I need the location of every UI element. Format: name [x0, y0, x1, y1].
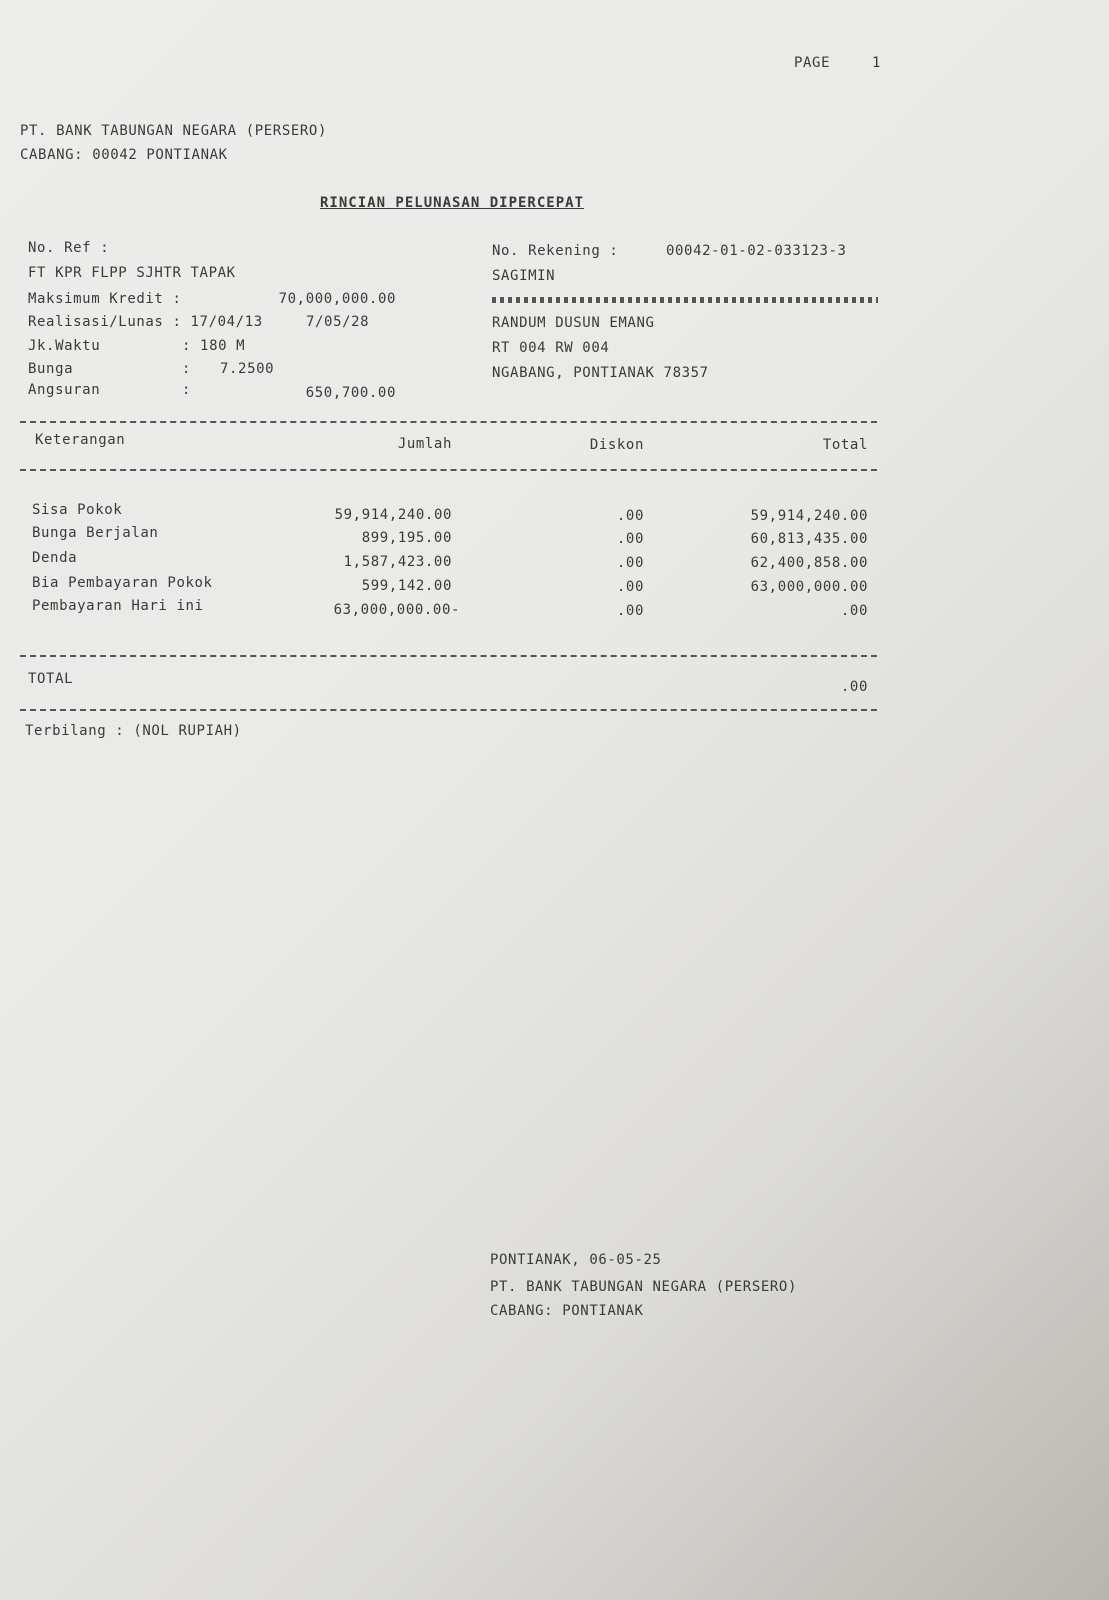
row-jumlah: 1,587,423.00	[343, 554, 452, 570]
row-total: 63,000,000.00	[750, 579, 868, 595]
row-keterangan: Bunga Berjalan	[32, 525, 159, 541]
divider	[20, 655, 877, 657]
masked-line	[492, 297, 878, 303]
row-total: 62,400,858.00	[750, 555, 868, 571]
row-diskon: .00	[616, 579, 644, 595]
header-jumlah: Jumlah	[397, 436, 452, 452]
rekening-value: 00042-01-02-033123-3	[666, 243, 847, 259]
address-line-2: RT 004 RW 004	[492, 340, 610, 356]
divider	[20, 421, 877, 423]
row-jumlah: 63,000,000.00-	[333, 602, 460, 618]
terbilang: Terbilang : (NOL RUPIAH)	[25, 723, 242, 739]
row-keterangan: Bia Pembayaran Pokok	[32, 575, 213, 591]
page-number: 1	[872, 55, 882, 71]
row-jumlah: 599,142.00	[361, 578, 452, 594]
jangka-waktu-label: Jk.Waktu	[28, 338, 101, 354]
rekening-label: No. Rekening :	[492, 243, 619, 259]
address-line-1: RANDUM DUSUN EMANG	[492, 315, 655, 331]
row-jumlah: 899,195.00	[361, 530, 452, 546]
realisasi-label: Realisasi/Lunas : 17/04/13	[28, 314, 263, 330]
bunga-colon: :	[182, 361, 192, 377]
footer-bank-name: PT. BANK TABUNGAN NEGARA (PERSERO)	[490, 1279, 797, 1295]
maks-kredit-value: 70,000,000.00	[278, 291, 396, 307]
row-diskon: .00	[616, 603, 644, 619]
row-jumlah: 59,914,240.00	[334, 507, 452, 523]
row-keterangan: Pembayaran Hari ini	[32, 598, 204, 614]
footer-branch: CABANG: PONTIANAK	[490, 1303, 644, 1319]
bank-name: PT. BANK TABUNGAN NEGARA (PERSERO)	[20, 123, 327, 139]
product-name: FT KPR FLPP SJHTR TAPAK	[28, 265, 236, 281]
header-keterangan: Keterangan	[35, 432, 126, 448]
total-label: TOTAL	[28, 671, 74, 687]
bank-branch: CABANG: 00042 PONTIANAK	[20, 147, 228, 163]
realisasi-lunas-date: 7/05/28	[306, 314, 370, 330]
row-diskon: .00	[616, 555, 644, 571]
row-total: 59,914,240.00	[750, 508, 868, 524]
bunga-label: Bunga	[28, 361, 74, 377]
row-keterangan: Sisa Pokok	[32, 502, 123, 518]
angsuran-value: 650,700.00	[305, 385, 396, 401]
angsuran-colon: :	[182, 382, 192, 398]
header-diskon: Diskon	[589, 437, 644, 453]
document-title: RINCIAN PELUNASAN DIPERCEPAT	[320, 195, 585, 211]
row-diskon: .00	[616, 508, 644, 524]
header-total: Total	[822, 437, 868, 453]
no-ref: No. Ref :	[28, 240, 110, 256]
maks-kredit-label: Maksimum Kredit :	[28, 291, 182, 307]
row-total: 60,813,435.00	[750, 531, 868, 547]
total-value: .00	[840, 679, 868, 695]
row-keterangan: Denda	[32, 550, 78, 566]
address-line-3: NGABANG, PONTIANAK 78357	[492, 365, 709, 381]
row-total: .00	[840, 603, 868, 619]
angsuran-label: Angsuran	[28, 382, 101, 398]
bunga-value: 7.2500	[220, 361, 275, 377]
jangka-waktu-value: : 180 M	[182, 338, 246, 354]
row-diskon: .00	[616, 531, 644, 547]
divider	[20, 469, 877, 471]
page-label: PAGE	[794, 55, 831, 71]
place-date: PONTIANAK, 06-05-25	[490, 1252, 662, 1268]
customer-name: SAGIMIN	[492, 268, 556, 284]
divider	[20, 709, 877, 711]
